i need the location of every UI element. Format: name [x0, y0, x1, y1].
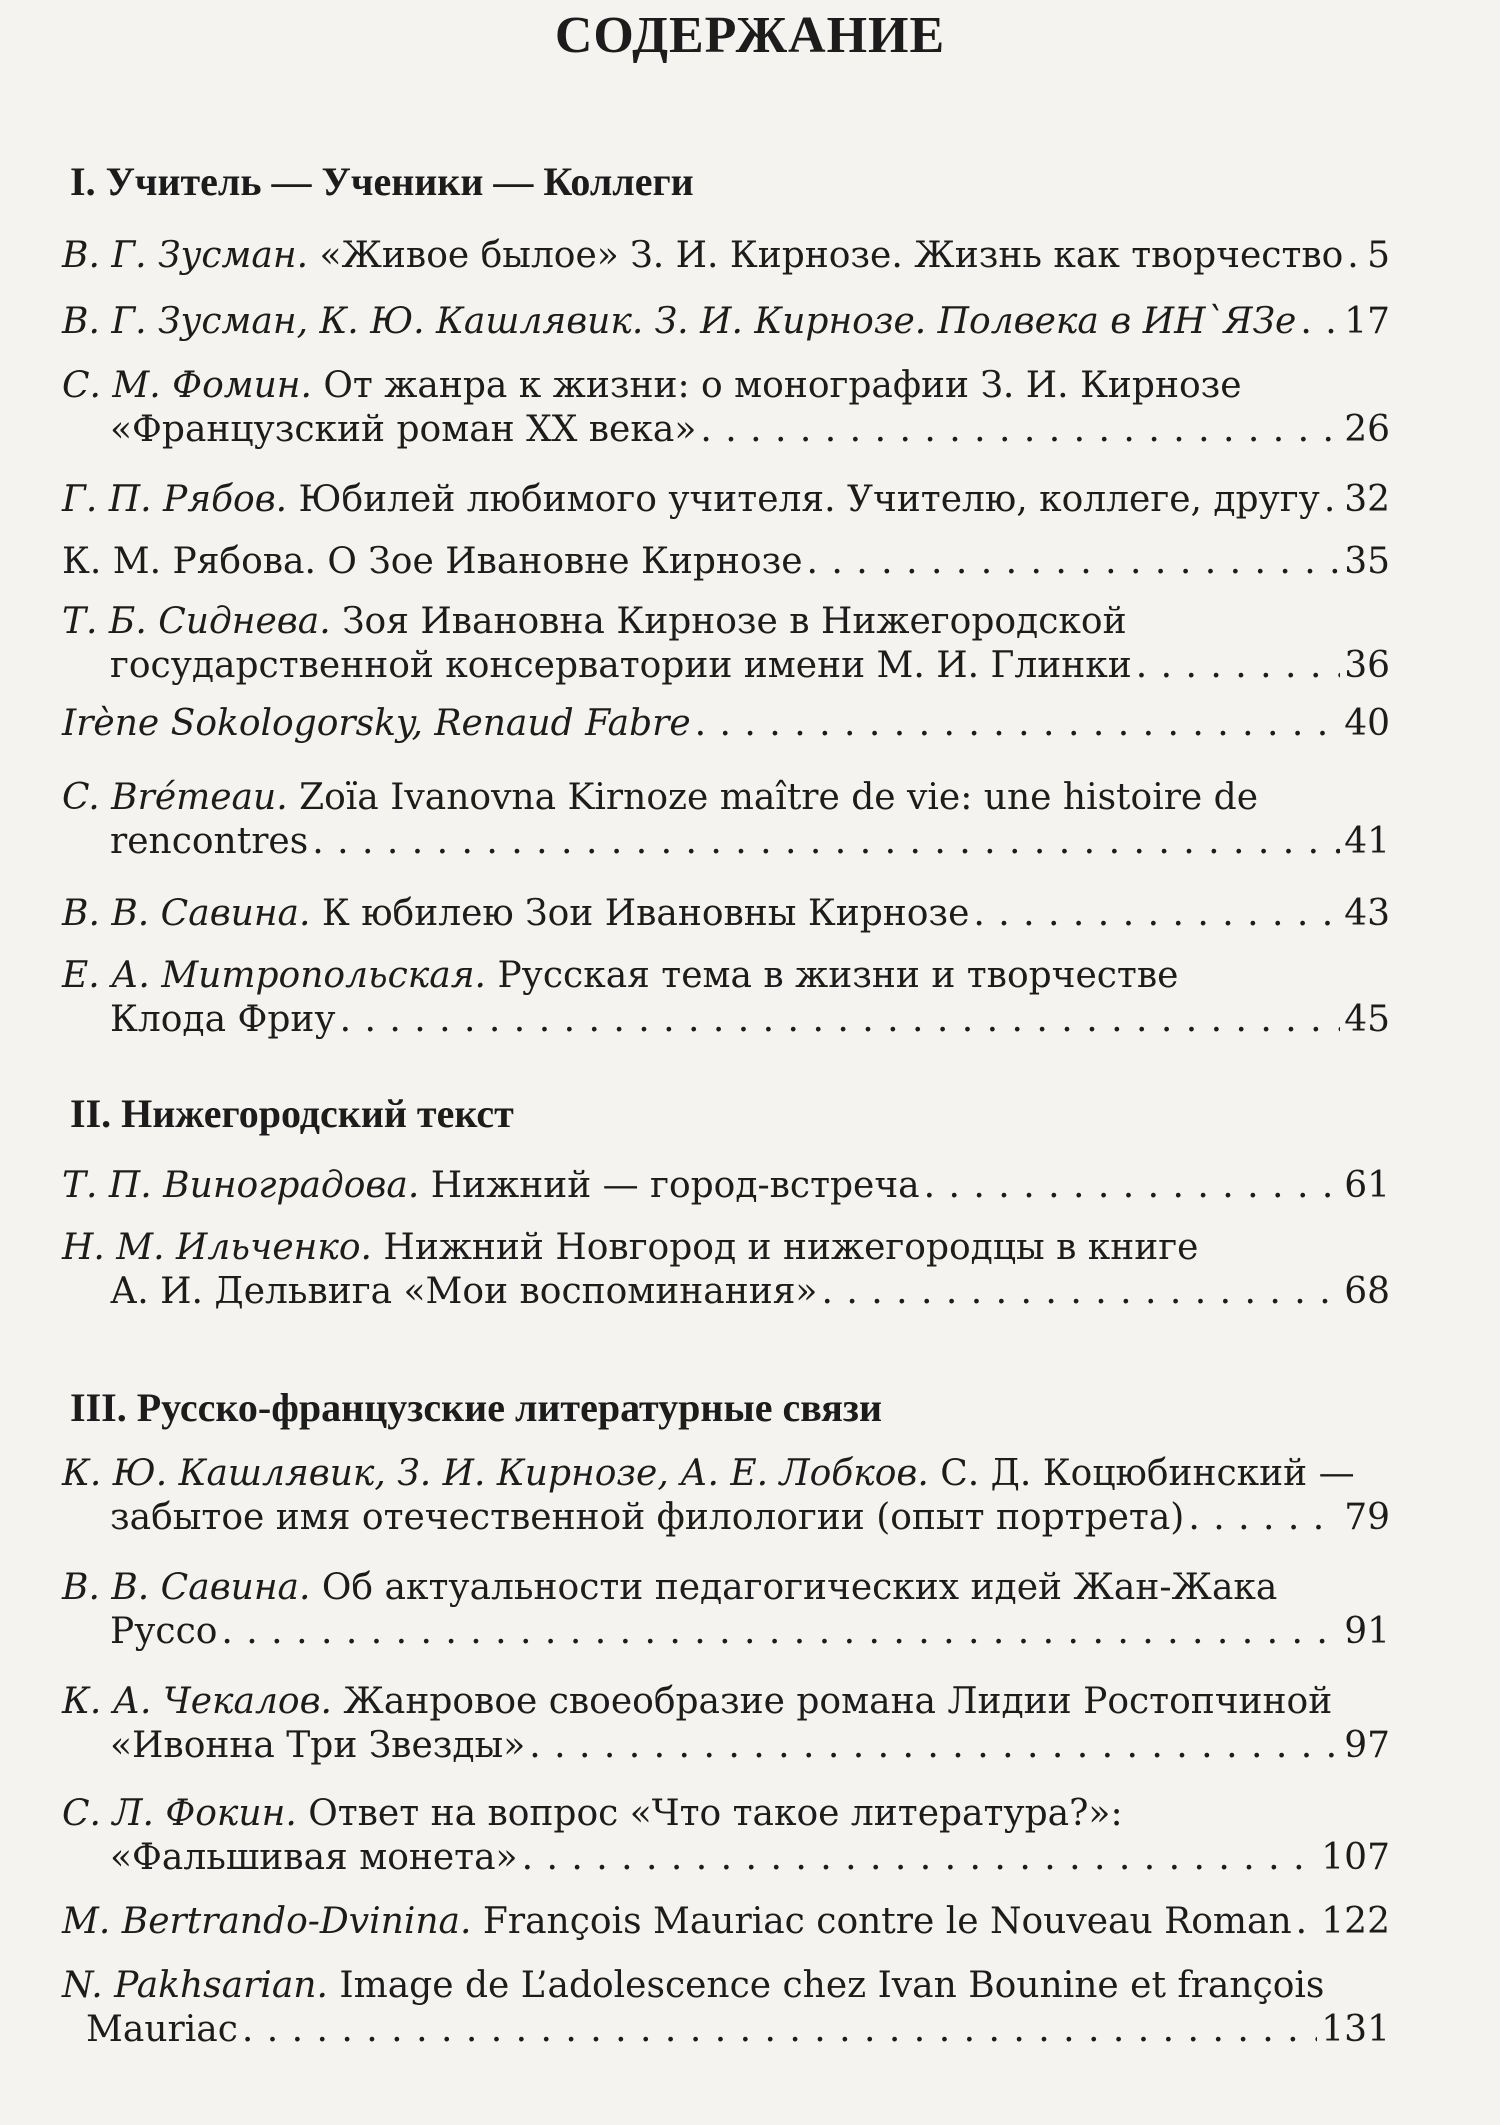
entry-title: «Живое былое» З. И. Кирнозе. Жизнь как творчество — [308, 235, 1344, 276]
leader-dots — [340, 998, 1341, 1042]
leader-dots — [700, 408, 1340, 452]
entry-author: C. Brémeau. — [62, 777, 288, 818]
entry-page: 43 — [1344, 893, 1390, 934]
section-heading: I. Учитель — Ученики — Коллеги — [70, 159, 694, 204]
entry-author: Irène Sokologorsky, Renaud Fabre — [62, 703, 691, 744]
toc-entry[interactable] — [62, 776, 1390, 864]
entry-title-cont: А. И. Дельвига «Мои воспоминания» — [110, 1271, 818, 1312]
page-title: СОДЕРЖАНИЕ — [554, 7, 946, 64]
leader-dots — [1136, 644, 1340, 688]
entry-author: В. В. Савина. — [62, 1567, 311, 1608]
toc-entry[interactable] — [62, 702, 1390, 746]
entry-author: Е. А. Митропольская. — [62, 955, 487, 996]
entry-title-cont: rencontres — [110, 821, 309, 862]
section-heading: III. Русско-французские литературные связи — [70, 1385, 883, 1430]
leader-dots — [1296, 1900, 1318, 1944]
entry-page: 97 — [1344, 1725, 1390, 1766]
toc-entry[interactable] — [62, 234, 1390, 278]
entry-title: Юбилей любимого учителя. Учителю, коллеге, другу — [287, 479, 1320, 520]
toc-entry[interactable] — [62, 1680, 1390, 1768]
entry-title-cont: забытое имя отечественной филологии (опыт портрета) — [110, 1497, 1185, 1538]
entry-title: К. М. Рябова. О Зое Ивановне Кирнозе — [62, 541, 803, 582]
entry-title: К юбилею Зои Ивановны Кирнозе — [310, 893, 970, 934]
entry-author: В. Г. Зусман. — [62, 235, 309, 276]
leader-dots — [1300, 300, 1340, 344]
leader-dots — [973, 892, 1340, 936]
entry-title: От жанра к жизни: о монографии З. И. Кирнозе — [311, 365, 1242, 406]
entry-title-cont: «Фальшивая монета» — [110, 1837, 518, 1878]
entry-page: 91 — [1344, 1611, 1390, 1652]
entry-page: 26 — [1344, 409, 1390, 450]
entry-page: 35 — [1344, 541, 1390, 582]
toc-entry[interactable] — [62, 364, 1390, 452]
section-heading: II. Нижегородский текст — [70, 1091, 514, 1136]
toc-entry[interactable] — [62, 1566, 1390, 1654]
toc-entry[interactable] — [62, 954, 1390, 1042]
entry-title: Нижний — город-встреча — [419, 1165, 920, 1206]
entry-page: 41 — [1344, 821, 1390, 862]
toc-entry[interactable] — [62, 1900, 1390, 1944]
entry-title-cont: «Французский роман XX века» — [110, 409, 697, 450]
entry-author: Т. Б. Сиднева. — [62, 601, 331, 642]
entry-page: 40 — [1344, 703, 1390, 744]
entry-author: Н. М. Ильченко. — [62, 1227, 372, 1268]
leader-dots — [522, 1836, 1318, 1880]
entry-author: M. Bertrando-Dvinina. — [62, 1901, 472, 1942]
entry-title: Зоя Ивановна Кирнозе в Нижегородской — [330, 601, 1127, 642]
toc-entry[interactable] — [62, 1164, 1390, 1208]
entry-author: В. В. Савина. — [62, 893, 311, 934]
leader-dots — [1347, 234, 1363, 278]
leader-dots — [221, 1610, 1340, 1654]
toc-entry[interactable] — [62, 1452, 1390, 1540]
leader-dots — [529, 1724, 1340, 1768]
entry-page: 5 — [1367, 235, 1390, 276]
entry-author: N. Pakhsarian. — [62, 1965, 328, 2006]
entry-page: 32 — [1344, 479, 1390, 520]
toc-entry[interactable] — [62, 300, 1390, 344]
entry-title-cont: Клода Фриу — [110, 999, 336, 1040]
leader-dots — [807, 540, 1341, 584]
leader-dots — [924, 1164, 1341, 1208]
toc-entry[interactable] — [62, 1226, 1390, 1314]
entry-title: Русская тема в жизни и творчестве — [486, 955, 1179, 996]
entry-page: 122 — [1321, 1901, 1390, 1942]
entry-author: В. Г. Зусман, К. Ю. Кашлявик. З. И. Кирнозе. Полвека в ИН`ЯЗе — [62, 301, 1297, 342]
leader-dots — [242, 2008, 1317, 2052]
entry-page: 45 — [1344, 999, 1390, 1040]
entry-author: К. А. Чекалов. — [62, 1681, 332, 1722]
entry-page: 79 — [1344, 1497, 1390, 1538]
entry-title: Image de L’adolescence chez Ivan Bounine et françois — [327, 1965, 1325, 2006]
leader-dots — [1188, 1496, 1340, 1540]
entry-title-cont: государственной консерватории имени М. И. Глинки — [110, 645, 1132, 686]
entry-author: С. Л. Фокин. — [62, 1793, 297, 1834]
leader-dots — [695, 702, 1341, 746]
entry-page: 36 — [1344, 645, 1390, 686]
toc-entry[interactable] — [62, 1964, 1390, 2052]
toc-entry[interactable] — [62, 478, 1390, 522]
entry-title: Об актуальности педагогических идей Жан-Жака — [310, 1567, 1278, 1608]
entry-title: Ответ на вопрос «Что такое литература?»: — [296, 1793, 1123, 1834]
entry-author: С. М. Фомин. — [62, 365, 312, 406]
entry-title-cont: Руссо — [110, 1611, 218, 1652]
entry-author: К. Ю. Кашлявик, З. И. Кирнозе, А. Е. Лобков. — [62, 1453, 929, 1494]
toc-entry[interactable] — [62, 600, 1390, 688]
toc-entry[interactable] — [62, 892, 1390, 936]
entry-title: С. Д. Коцюбинский — — [928, 1453, 1355, 1494]
entry-author: Г. П. Рябов. — [62, 479, 288, 520]
entry-page: 61 — [1344, 1165, 1390, 1206]
entry-title: Нижний Новгород и нижегородцы в книге — [371, 1227, 1199, 1268]
entry-page: 131 — [1321, 2009, 1390, 2050]
leader-dots — [821, 1270, 1340, 1314]
entry-author: Т. П. Виноградова. — [62, 1165, 420, 1206]
entry-title: François Mauriac contre le Nouveau Roman — [471, 1901, 1292, 1942]
entry-page: 68 — [1344, 1271, 1390, 1312]
toc-entry[interactable] — [62, 1792, 1390, 1880]
leader-dots — [1324, 478, 1340, 522]
entry-title: Жанровое своеобразие романа Лидии Ростопчиной — [331, 1681, 1333, 1722]
entry-title-cont: «Ивонна Три Звезды» — [110, 1725, 526, 1766]
toc-entry[interactable] — [62, 540, 1390, 584]
entry-title-cont: Mauriac — [86, 2009, 238, 2050]
entry-page: 17 — [1344, 301, 1390, 342]
entry-title: Zoïa Ivanovna Kirnoze maître de vie: une histoire de — [287, 777, 1259, 818]
entry-page: 107 — [1321, 1837, 1390, 1878]
leader-dots — [312, 820, 1340, 864]
